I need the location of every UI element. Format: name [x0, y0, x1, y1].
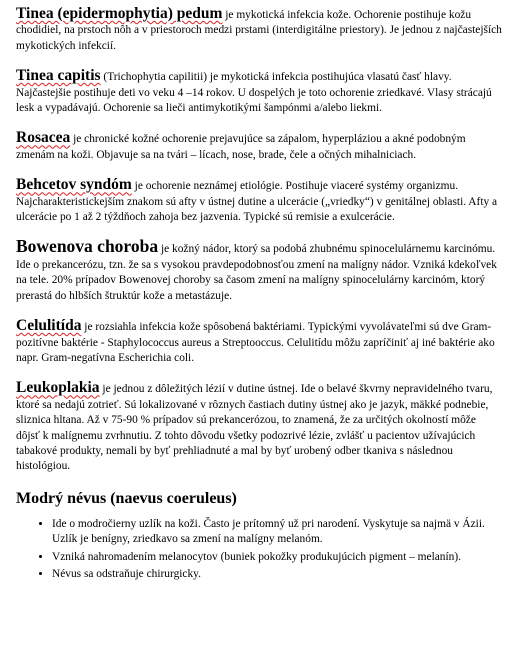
entry-term: Celulitída [16, 317, 82, 335]
entry-term: Bowenova choroba [16, 236, 159, 257]
entry-term: Rosacea [16, 129, 71, 147]
entry-text: je rozsiahla infekcia kože spôsobená baktériami. Typickými vyvolávateľmi sú dve Gram-pozitívne baktérie - Staphylococcus aureus a Streptooccus. Celulitídu môžu zapríčiniť aj iné baktérie ako napr. Gram-negatívna Escherichia coli. [16, 321, 495, 364]
entry-term: Behcetov syndóm [16, 176, 132, 194]
entry-text: (Trichophytia capilitii) je mykotická infekcia postihujúca vlasatú časť hlavy. Najčastejšie postihuje deti vo veku 4 –14 rokov. U dospelých je toto ochorenie zriedkavé. Vlasy strácajú lesk a vypadávajú. Ochorenie sa lieči antimykotikými šampónmi a/alebo liekmi. [16, 71, 492, 115]
entry-rosacea [16, 130, 502, 163]
section-heading: Modrý névus (naevus coeruleus) [16, 489, 237, 507]
entry-tinea-pedum [16, 6, 502, 54]
entry-text: je kožný nádor, ktorý sa podobá zhubnému spinocelulárnemu karcinómu. Ide o prekancerózu, tzn. že sa s vysokou pravdepodobnosťou zmení na malígny nádor. Vzniká kdekoľvek na tele. 20% prípadov Bowenovej choroby sa časom zmení na malígny spinocelulárny karcinóm, ktorý prerastá do hlbších štruktúr kože a metastázuje. [16, 243, 497, 302]
entry-celulitida [16, 318, 502, 366]
entry-text: je chronické kožné ochorenie prejavujúce sa zápalom, hyperpláziou a akné podobným zmenám na koži. Objavuje sa na tvári – lícach, nose, brade, čele a očných mihalniciach. [16, 133, 466, 161]
entry-leukoplakia [16, 380, 502, 474]
document-page [16, 6, 502, 584]
entry-text: je jednou z dôležitých lézií v dutine ústnej. Ide o belavé škvrny nepravidelného tvaru, ktoré sa nedajú zotrieť. Sú lokalizované v rôznych častiach dutiny ústnej ako je jazyk, mäkké podnebie, sliznica hltana. Až v 75-90 % prípadov sú prekancerózou, to znamená, že za určitých okolností môže dôjsť k malígnemu zvrhnutiu. Z tohto dôvodu všetky podozrivé lézie, zvlášť u pacientov užívajúcich tabakové produkty, nemali by byť prehliadnuté a mal by byť urobený odber tkaniva s následnou histológiou. [16, 383, 493, 473]
entry-text: je ochorenie neznámej etiológie. Postihuje viaceré systémy organizmu. Najcharakteristickejším znakom sú afty v ústnej dutine a ulcerácie („vriedky“) v genitálnej oblasti. Afty a ulcerácie po 1 až 2 týždňoch zahoja bez jazvenia. Typické sú remisie a exulcerácie. [16, 180, 498, 224]
list-item: • Ide o modročierny uzlík na koži. Často je prítomný už pri narodení. Vyskytuje sa najmä v Ázii. Uzlík je benígny, zriedkavo sa zmení na malígny melanóm. [52, 517, 502, 548]
entry-behcetov-syndrom [16, 177, 502, 225]
entry-term: Leukoplakia [16, 379, 100, 397]
entry-bowenova-choroba [16, 236, 502, 304]
list-item: • Névus sa odstraňuje chirurgicky. [52, 567, 502, 582]
list-item: • Vzniká nahromadením melanocytov (buniek pokožky produkujúcich pigment – melanín). [52, 550, 502, 565]
entry-tinea-capitis [16, 68, 502, 116]
entry-term: Tinea capitis [16, 67, 101, 85]
bullet-list [16, 517, 502, 583]
entry-text: je mykotická infekcia kože. Ochorenie postihuje kožu chodidiel, na prstoch nôh a v priestoroch medzi prstami (interdigitálne priestory). Je jednou z najčastejších mykotických infekcií. [16, 9, 502, 52]
entry-term: Tinea (epidermophytia) pedum [16, 5, 223, 22]
